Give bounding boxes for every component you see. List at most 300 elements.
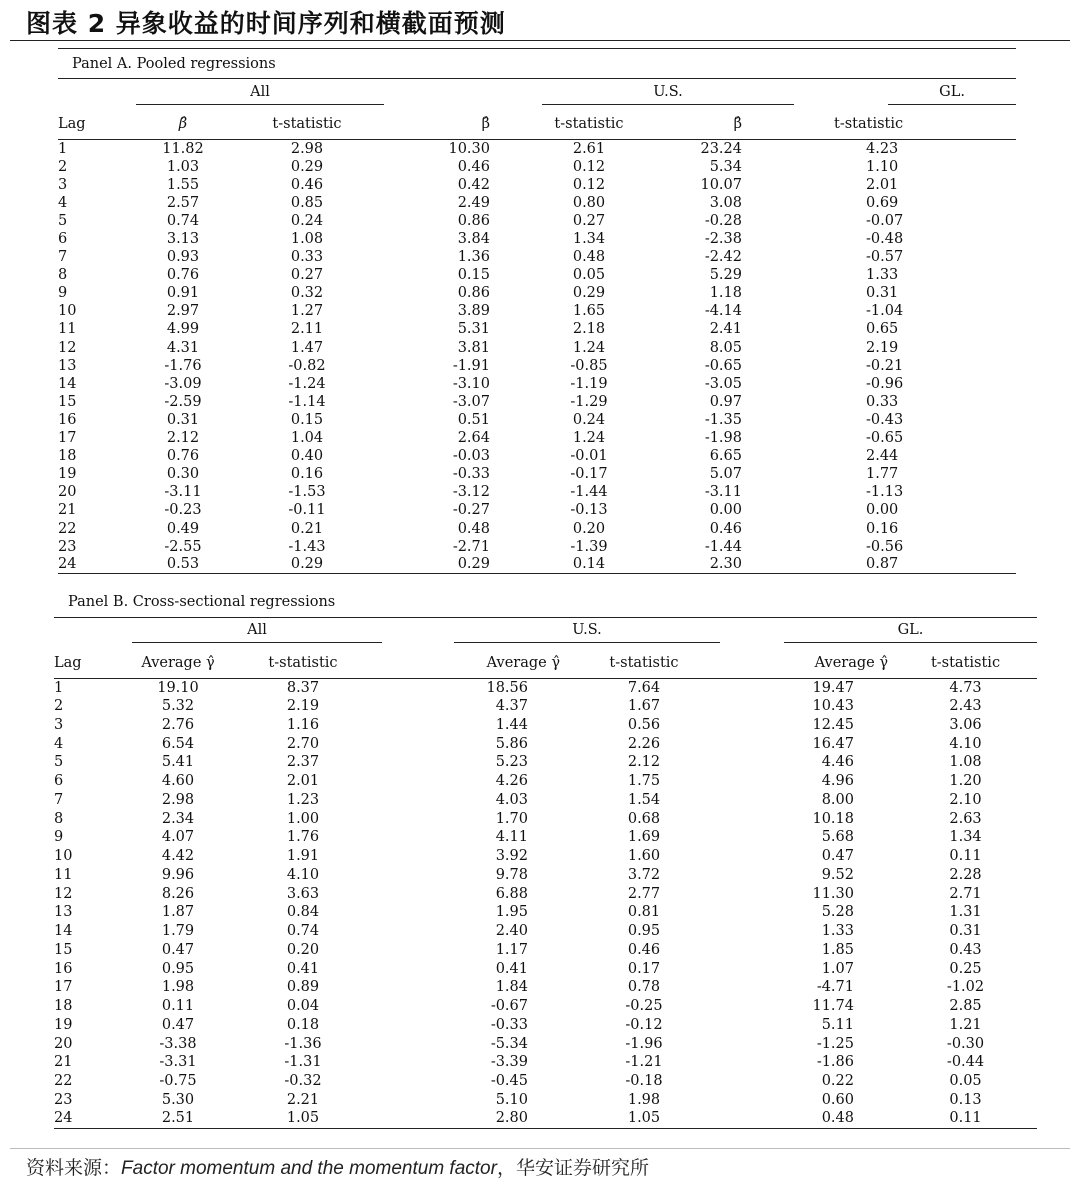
panel-a-cell: 0.12 <box>572 176 606 193</box>
panel-b-cell: 2.12 <box>627 754 661 771</box>
panel-a-cell: 2.01 <box>866 176 899 193</box>
panel-b-cell: 0.05 <box>949 1073 982 1090</box>
panel-b-cell: 1.91 <box>286 848 320 865</box>
panel-a-cell: -2.42 <box>704 249 742 266</box>
panel-b-cell: 1.54 <box>627 791 661 808</box>
panel-a-cell: 6 <box>58 231 68 248</box>
panel-a-cell: 0.14 <box>572 556 606 573</box>
panel-b-cell: -0.30 <box>946 1035 985 1052</box>
panel-b-cell: 1.87 <box>161 904 195 921</box>
panel-a-cell: 4.99 <box>166 321 200 338</box>
panel-b-cell: -0.67 <box>490 998 528 1015</box>
panel-b-cell: 1.08 <box>949 754 982 771</box>
panel-a-cell: 0.12 <box>572 158 606 175</box>
panel-a-cell: -1.53 <box>288 484 326 501</box>
panel-a-cell: 7 <box>58 249 68 266</box>
panel-a-body <box>58 140 1016 574</box>
panel-a-cell: 2.57 <box>166 194 200 211</box>
panel-a-cell: 1.34 <box>572 231 606 248</box>
panel-b-cell: 0.60 <box>821 1091 854 1108</box>
panel-b-cell: 0.47 <box>161 1016 195 1033</box>
panel-b-cell: 0.74 <box>286 923 320 940</box>
panel-b-cell: 8 <box>54 810 64 827</box>
panel-b-cell: 9.96 <box>161 866 195 883</box>
panel-a-cell: 2.12 <box>166 430 200 447</box>
panel-a-cell: -3.10 <box>452 375 490 392</box>
panel-b-table-container <box>54 587 1037 1129</box>
panel-a-cell: -1.43 <box>288 538 326 555</box>
panel-b-cell: 1.00 <box>286 810 320 827</box>
panel-b-cell: -3.39 <box>490 1054 528 1071</box>
panel-a-table-container <box>58 48 1016 574</box>
panel-b-cell: 3.06 <box>949 716 982 733</box>
panel-a-cell: 23.24 <box>700 140 742 157</box>
panel-a-cell: 5.29 <box>709 267 742 284</box>
panel-b-cell: 12.45 <box>812 716 854 733</box>
panel-a-cell: -3.11 <box>164 484 202 501</box>
panel-a-cell: 0.31 <box>166 411 200 428</box>
panel-b-cell: -0.25 <box>625 998 663 1015</box>
panel-a-cell: 11 <box>58 321 77 338</box>
panel-b-cell: 0.68 <box>627 810 661 827</box>
panel-a-cell: -1.91 <box>452 357 490 374</box>
panel-a-cell: -3.11 <box>704 484 742 501</box>
panel-b-cell: 1.70 <box>495 810 528 827</box>
panel-a-cell: 8.05 <box>709 339 742 356</box>
panel-a-cell: 0.65 <box>866 321 899 338</box>
panel-a-cell: -0.11 <box>288 502 326 519</box>
panel-b-cell: 3.72 <box>627 866 661 883</box>
panel-b-cell: 23 <box>54 1091 73 1108</box>
source-note <box>26 1153 649 1180</box>
panel-b-cell: 2.70 <box>286 735 320 752</box>
panel-a-cell: 0.40 <box>290 448 324 465</box>
panel-b-cell: 4.03 <box>495 791 528 808</box>
panel-a-cell: 4 <box>58 194 68 211</box>
panel-b-row <box>54 922 1037 941</box>
panel-a-cell: -2.71 <box>452 538 490 555</box>
panel-a-row <box>58 411 1016 429</box>
panel-b-cell: 0.89 <box>286 979 320 996</box>
panel-b-cell: 0.11 <box>161 998 195 1015</box>
panel-b-cell: 0.95 <box>161 960 195 977</box>
panel-b-cell: 0.17 <box>627 960 661 977</box>
panel-a-cell: 5 <box>58 212 68 229</box>
panel-a-cell: -0.23 <box>164 502 202 519</box>
panel-a-cell: 10.07 <box>700 176 742 193</box>
panel-b-cell: 1.05 <box>286 1110 320 1127</box>
panel-b-cell: 8.37 <box>286 679 320 696</box>
panel-a-cell: 3.89 <box>457 303 490 320</box>
panel-b-cell: 16.47 <box>812 735 854 752</box>
panel-b-cell: 0.84 <box>286 904 320 921</box>
panel-a-cell: -1.44 <box>570 484 608 501</box>
panel-b-cell: 2.80 <box>495 1110 528 1127</box>
panel-a-cell: -1.19 <box>570 375 608 392</box>
panel-a-beta-header-us: β̂ <box>481 116 490 132</box>
panel-b-cell: 3.63 <box>286 885 320 902</box>
panel-a-cell: 3.08 <box>709 194 742 211</box>
panel-b-row <box>54 1053 1037 1072</box>
panel-b-cell: 10.18 <box>812 810 854 827</box>
panel-b-cell: 0.22 <box>821 1073 854 1090</box>
panel-b-cell: 2.40 <box>495 923 528 940</box>
panel-b-cell: -1.21 <box>625 1054 663 1071</box>
panel-a-cell: 0.46 <box>457 158 490 175</box>
title-divider <box>10 40 1070 41</box>
panel-a-row <box>58 393 1016 411</box>
panel-a-cell: 16 <box>58 411 77 428</box>
panel-a-cell: 0.31 <box>866 285 899 302</box>
panel-b-row <box>54 997 1037 1016</box>
panel-b-cell: 1.44 <box>495 716 528 733</box>
panel-a-row <box>58 357 1016 375</box>
panel-b-row <box>54 716 1037 735</box>
panel-b-cell: 0.48 <box>821 1110 854 1127</box>
panel-a-cell: 20 <box>58 484 77 501</box>
panel-b-cell: 17 <box>54 979 73 996</box>
panel-a-cell: 0.32 <box>290 285 324 302</box>
panel-a-beta-header-gl: β̂ <box>733 116 742 132</box>
panel-a-cell: 1.10 <box>866 158 899 175</box>
panel-b-cell: 5.68 <box>821 829 854 846</box>
panel-a-row <box>58 230 1016 248</box>
panel-a-cell: 8 <box>58 267 68 284</box>
panel-b-cell: -1.96 <box>625 1035 663 1052</box>
panel-b-cell: 1.31 <box>949 904 982 921</box>
panel-b-cell: 4.73 <box>949 679 982 696</box>
panel-b-cell: 2.34 <box>161 810 195 827</box>
panel-b-row <box>54 1016 1037 1035</box>
panel-a-cell: -0.85 <box>570 357 608 374</box>
panel-b-cell: 4.10 <box>286 866 320 883</box>
panel-a-cell: 3.81 <box>457 339 490 356</box>
panel-a-row <box>58 375 1016 393</box>
panel-b-row <box>54 1109 1037 1128</box>
panel-b-cell: 1.98 <box>161 979 195 996</box>
panel-b-cell: 0.47 <box>821 848 854 865</box>
panel-b-cell: -0.75 <box>159 1073 197 1090</box>
panel-a-cell: 1.24 <box>572 339 606 356</box>
panel-b-cell: 5.86 <box>495 735 528 752</box>
panel-a-cell: 0.30 <box>166 466 200 483</box>
panel-b-cell: 2.71 <box>949 885 982 902</box>
panel-b-cell: 0.81 <box>627 904 661 921</box>
panel-b-cell: -1.25 <box>816 1035 854 1052</box>
panel-a-cell: -0.96 <box>866 375 904 392</box>
panel-b-cell: 1.60 <box>627 848 661 865</box>
panel-b-cell: 1.85 <box>821 941 854 958</box>
panel-b-gamma-header-us: Average γ̂ <box>486 654 560 671</box>
panel-b-cell: 18 <box>54 998 73 1015</box>
panel-b-cell: 0.18 <box>286 1016 320 1033</box>
panel-a-cell: 2 <box>58 158 68 175</box>
panel-a-cell: 24 <box>58 556 77 573</box>
panel-a-cell: 2.49 <box>457 194 490 211</box>
panel-b-cell: -5.34 <box>490 1035 528 1052</box>
panel-a-cell: -1.35 <box>704 411 742 428</box>
panel-a-cell: 0.48 <box>572 249 606 266</box>
panel-a-row <box>58 556 1016 574</box>
panel-a-cell: 2.97 <box>166 303 200 320</box>
panel-b-cell: 8.00 <box>821 791 854 808</box>
panel-a-cell: 1.77 <box>866 466 899 483</box>
panel-b-tstat-header-all: t-statistic <box>268 654 338 671</box>
panel-b-cell: -0.18 <box>625 1073 663 1090</box>
panel-a-row <box>58 266 1016 284</box>
panel-b-cell: 0.04 <box>286 998 320 1015</box>
panel-a-cell: 0.29 <box>457 556 490 573</box>
panel-a-cell: -0.28 <box>704 212 742 229</box>
panel-a-cell: 0.46 <box>290 176 324 193</box>
panel-b-cell: 0.47 <box>161 941 195 958</box>
panel-a-cell: 2.11 <box>290 321 324 338</box>
panel-b-cell: 4.07 <box>161 829 195 846</box>
panel-b-row <box>54 772 1037 791</box>
panel-a-group-us: U.S. <box>542 84 794 105</box>
panel-a-row <box>58 194 1016 212</box>
panel-a-cell: -3.07 <box>452 393 490 410</box>
panel-a-cell: 5.07 <box>709 466 742 483</box>
panel-b-cell: 19.10 <box>157 679 199 696</box>
panel-b-cell: -3.38 <box>159 1035 197 1052</box>
panel-a-cell: 0.24 <box>290 212 324 229</box>
panel-b-cell: 4.46 <box>821 754 854 771</box>
panel-a-cell: 19 <box>58 466 77 483</box>
panel-b-row <box>54 941 1037 960</box>
panel-b-cell: 2.51 <box>161 1110 195 1127</box>
panel-a-cell: 13 <box>58 357 77 374</box>
panel-b-cell: -0.12 <box>625 1016 663 1033</box>
panel-b-cell: 4.96 <box>821 773 854 790</box>
panel-a-cell: 0.16 <box>866 520 899 537</box>
panel-b-cell: 9 <box>54 829 64 846</box>
panel-a-cell: -1.44 <box>704 538 742 555</box>
panel-b-cell: 0.13 <box>949 1091 982 1108</box>
panel-a-cell: 23 <box>58 538 77 555</box>
panel-b-cell: 22 <box>54 1073 73 1090</box>
panel-a-cell: 1.55 <box>166 176 200 193</box>
panel-a-cell: 4.31 <box>166 339 200 356</box>
panel-b-cell: 6.54 <box>161 735 195 752</box>
panel-a-cell: 0.80 <box>572 194 606 211</box>
panel-a-cell: 12 <box>58 339 77 356</box>
panel-a-cell: -1.98 <box>704 430 742 447</box>
panel-b-cell: 5.11 <box>821 1016 854 1033</box>
panel-a-cell: 11.82 <box>162 140 204 157</box>
panel-b-cell: 21 <box>54 1054 73 1071</box>
panel-a-cell: -0.43 <box>866 411 904 428</box>
panel-a-group-gl: GL. <box>888 84 1016 105</box>
panel-b-cell: 2.26 <box>627 735 661 752</box>
panel-b-cell: 0.31 <box>949 923 982 940</box>
figure-title: 图表 2 异象收益的时间序列和横截面预测 <box>26 9 506 38</box>
panel-a-cell: 0.46 <box>709 520 742 537</box>
panel-b-row <box>54 903 1037 922</box>
panel-a-cell: 0.87 <box>866 556 899 573</box>
panel-b-row <box>54 809 1037 828</box>
panel-b-cell: -0.33 <box>490 1016 528 1033</box>
panel-a-cell: 0.86 <box>457 212 490 229</box>
panel-a-cell: 0.49 <box>166 520 200 537</box>
panel-b-cell: 1.21 <box>949 1016 982 1033</box>
panel-b-cell: 2.01 <box>286 773 320 790</box>
panel-b-row <box>54 959 1037 978</box>
panel-a-cell: 0.29 <box>290 556 324 573</box>
panel-a-cell: 10.30 <box>448 140 490 157</box>
panel-a-cell: 10 <box>58 303 77 320</box>
panel-a-row <box>58 519 1016 537</box>
panel-a-cell: 1.18 <box>709 285 742 302</box>
panel-a-cell: 5.34 <box>709 158 742 175</box>
panel-a-cell: -1.14 <box>288 393 326 410</box>
panel-b-cell: 4.10 <box>949 735 982 752</box>
panel-b-cell: 24 <box>54 1110 73 1127</box>
panel-b-row <box>54 828 1037 847</box>
panel-a-cell: -3.12 <box>452 484 490 501</box>
panel-a-cell: 2.18 <box>572 321 606 338</box>
panel-a-cell: -1.39 <box>570 538 608 555</box>
panel-b-row <box>54 847 1037 866</box>
panel-b-cell: 5.32 <box>161 698 195 715</box>
panel-a-cell: -0.48 <box>866 231 904 248</box>
panel-a-cell: 0.69 <box>866 194 899 211</box>
panel-a-cell: 0.15 <box>457 267 490 284</box>
panel-a-cell: 0.85 <box>290 194 324 211</box>
panel-b-cell: 1.17 <box>495 941 528 958</box>
panel-a-cell: 0.76 <box>166 448 200 465</box>
panel-a-cell: 2.44 <box>866 448 899 465</box>
panel-b-cell: 4 <box>54 735 64 752</box>
panel-b-cell: 0.78 <box>627 979 661 996</box>
panel-b-row <box>54 678 1037 697</box>
panel-a-cell: 0.05 <box>572 267 606 284</box>
panel-b-cell: 4.26 <box>495 773 528 790</box>
panel-a-cell: 0.53 <box>166 556 200 573</box>
panel-b-cell: 1 <box>54 679 64 696</box>
panel-b-cell: 16 <box>54 960 73 977</box>
panel-a-cell: -1.24 <box>288 375 326 392</box>
panel-b-cell: -0.45 <box>490 1073 528 1090</box>
panel-a-cell: 1.08 <box>290 231 324 248</box>
panel-b-row <box>54 1091 1037 1110</box>
panel-b-cell: 5.10 <box>495 1091 528 1108</box>
panel-a-cell: 1.24 <box>572 430 606 447</box>
panel-b-gamma-header-all: Average γ̂ <box>141 654 215 671</box>
panel-a-row <box>58 248 1016 266</box>
panel-a-table <box>58 48 1016 574</box>
panel-a-cell: -0.17 <box>570 466 608 483</box>
panel-b-cell: 2.76 <box>161 716 195 733</box>
panel-b-cell: 1.20 <box>949 773 982 790</box>
panel-a-cell: 0.15 <box>290 411 324 428</box>
panel-b-cell: 0.11 <box>949 1110 982 1127</box>
panel-b-cell: -0.44 <box>946 1054 985 1071</box>
panel-b-group-gl: GL. <box>784 622 1037 643</box>
panel-b-cell: 14 <box>54 923 73 940</box>
panel-a-cell: 0.48 <box>457 520 490 537</box>
panel-a-cell: -0.65 <box>866 430 904 447</box>
panel-b-cell: 12 <box>54 885 73 902</box>
panel-b-cell: -1.86 <box>816 1054 854 1071</box>
panel-b-tstat-header-gl: t-statistic <box>930 654 1001 671</box>
panel-a-cell: -4.14 <box>704 303 742 320</box>
panel-a-cell: 0.27 <box>572 212 606 229</box>
panel-b-body <box>54 678 1037 1128</box>
panel-a-cell: -0.13 <box>570 502 608 519</box>
panel-b-cell: 6.88 <box>495 885 528 902</box>
panel-b-cell: 1.98 <box>627 1091 661 1108</box>
panel-b-table <box>54 587 1037 1129</box>
panel-a-cell: 0.93 <box>166 249 200 266</box>
panel-a-cell: 14 <box>58 375 77 392</box>
panel-b-cell: 3.92 <box>495 848 528 865</box>
panel-a-cell: 1.04 <box>290 430 324 447</box>
panel-a-group-all: All <box>136 84 384 105</box>
panel-a-cell: -0.56 <box>866 538 904 555</box>
panel-b-title: Panel B. Cross-sectional regressions <box>68 593 336 610</box>
panel-b-cell: 2.98 <box>161 791 195 808</box>
panel-a-cell: 0.29 <box>572 285 606 302</box>
panel-b-cell: -0.32 <box>284 1073 322 1090</box>
panel-a-cell: 0.24 <box>572 411 606 428</box>
panel-b-row <box>54 1034 1037 1053</box>
panel-a-cell: 9 <box>58 285 68 302</box>
panel-b-cell: 2.43 <box>949 698 982 715</box>
panel-a-cell: 1.36 <box>457 249 490 266</box>
panel-a-cell: 0.76 <box>166 267 200 284</box>
panel-b-cell: 2.21 <box>286 1091 320 1108</box>
source-publisher: ，华安证券研究所 <box>496 1157 649 1179</box>
panel-a-cell: -3.05 <box>704 375 742 392</box>
panel-b-group-all: All <box>132 622 382 643</box>
panel-a-cell: -1.13 <box>866 484 904 501</box>
panel-b-cell: 20 <box>54 1035 73 1052</box>
panel-b-cell: 3 <box>54 716 64 733</box>
panel-b-cell: 7.64 <box>627 679 661 696</box>
panel-a-cell: -0.33 <box>452 466 490 483</box>
panel-a-row <box>58 339 1016 357</box>
panel-a-cell: 0.51 <box>457 411 490 428</box>
panel-b-cell: 0.11 <box>949 848 982 865</box>
panel-a-row <box>58 302 1016 320</box>
panel-a-cell: -0.57 <box>866 249 904 266</box>
panel-a-cell: -0.27 <box>452 502 490 519</box>
panel-a-cell: -2.38 <box>704 231 742 248</box>
panel-b-cell: 10.43 <box>812 698 854 715</box>
panel-b-cell: 0.95 <box>627 923 661 940</box>
panel-b-cell: 1.76 <box>286 829 320 846</box>
panel-a-cell: 0.42 <box>457 176 490 193</box>
panel-a-cell: 0.29 <box>290 158 324 175</box>
panel-b-row <box>54 884 1037 903</box>
panel-a-row <box>58 320 1016 338</box>
panel-b-cell: 0.43 <box>949 941 982 958</box>
panel-b-cell: 9.78 <box>495 866 528 883</box>
panel-a-row <box>58 176 1016 194</box>
panel-a-cell: 1.03 <box>166 158 200 175</box>
panel-b-cell: 11.30 <box>812 885 854 902</box>
panel-a-cell: 0.00 <box>709 502 742 519</box>
panel-a-cell: 1.65 <box>572 303 606 320</box>
panel-a-cell: 1.33 <box>866 267 899 284</box>
panel-b-cell: 19 <box>54 1016 73 1033</box>
panel-a-cell: -0.07 <box>866 212 904 229</box>
panel-b-cell: 5 <box>54 754 64 771</box>
panel-b-cell: 1.79 <box>161 923 195 940</box>
panel-a-cell: 2.30 <box>709 556 742 573</box>
panel-b-cell: 7 <box>54 791 64 808</box>
